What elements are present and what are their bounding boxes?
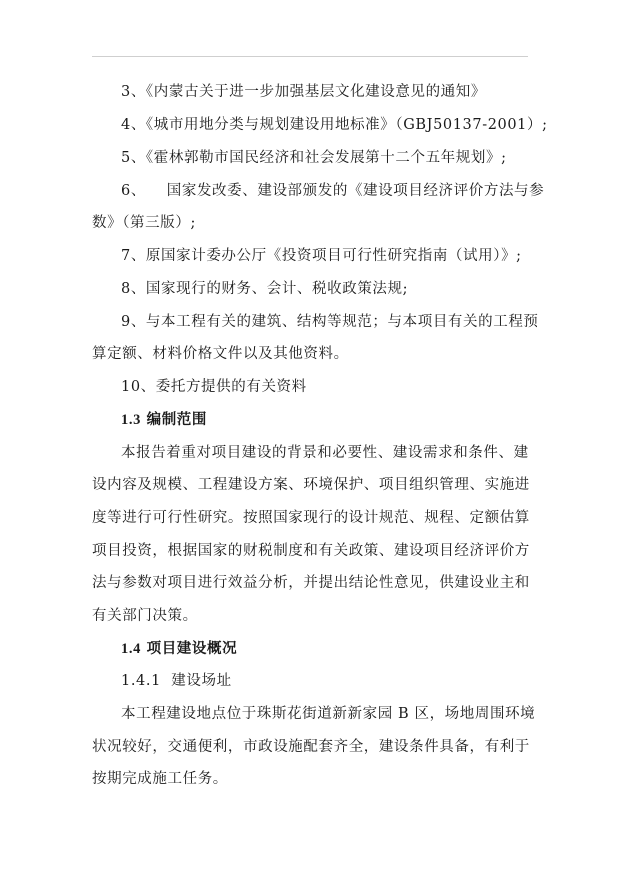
section-1-3-line: 法与参数对项目进行效益分析，并提出结论性意见，供建设业主和: [92, 575, 530, 591]
section-1-4-line: 按期完成施工任务。: [92, 771, 228, 787]
header-rule: [92, 56, 528, 57]
section-1-4-heading: [121, 640, 531, 658]
section-1-3-title: 编制范围: [146, 411, 207, 428]
section-1-3-line: 项目投资，根据国家的财税制度和有关政策、建设项目经济评价方: [92, 543, 530, 559]
ref-item-7: 7、原国家计委办公厅《投资项目可行性研究指南（试用）》;: [121, 248, 522, 264]
section-1-3-line: 本报告着重对项目建设的背景和必要性、建设需求和条件、建: [121, 445, 529, 461]
section-1-4-line: 状况较好，交通便利，市政设施配套齐全，建设条件具备，有利于: [92, 739, 530, 755]
ref-item-9: 9、与本工程有关的建筑、结构等规范；与本项目有关的工程预: [121, 314, 539, 330]
ref-item-10: 10、委托方提供的有关资料: [121, 379, 307, 395]
section-1-4-title: 项目建设概况: [146, 640, 238, 657]
ref-item-4: 4、《城市用地分类与规划建设用地标准》（GBJ50137-2001）;: [121, 117, 548, 133]
subsection-1-4-1-heading: 1.4.1 建设场址: [121, 673, 232, 689]
section-1-3-line: 有关部门决策。: [92, 608, 198, 624]
ref-item-3: 3、《内蒙古关于进一步加强基层文化建设意见的通知》: [121, 84, 486, 100]
ref-item-9-cont: 算定额、材料价格文件以及其他资料。: [92, 346, 349, 362]
ref-item-6-cont: 数》（第三版）;: [92, 215, 196, 231]
section-1-4-line: 本工程建设地点位于珠斯花街道新新家园 B 区，场地周围环境: [121, 706, 536, 722]
ref-item-8: 8、国家现行的财务、会计、税收政策法规;: [121, 281, 409, 297]
section-1-3-number: 1.3: [121, 412, 141, 428]
section-1-3-line: 设内容及规模、工程建设方案、环境保护、项目组织管理、实施进: [92, 477, 530, 493]
section-1-3-line: 度等进行可行性研究。按照国家现行的设计规范、规程、定额估算: [92, 510, 530, 526]
section-1-4-number: 1.4: [121, 641, 141, 657]
ref-item-6: 6、 国家发改委、建设部颁发的《建设项目经济评价方法与参: [121, 183, 545, 199]
ref-item-5: 5、《霍林郭勒市国民经济和社会发展第十二个五年规划》;: [121, 150, 507, 166]
section-1-3-heading: [121, 411, 531, 429]
